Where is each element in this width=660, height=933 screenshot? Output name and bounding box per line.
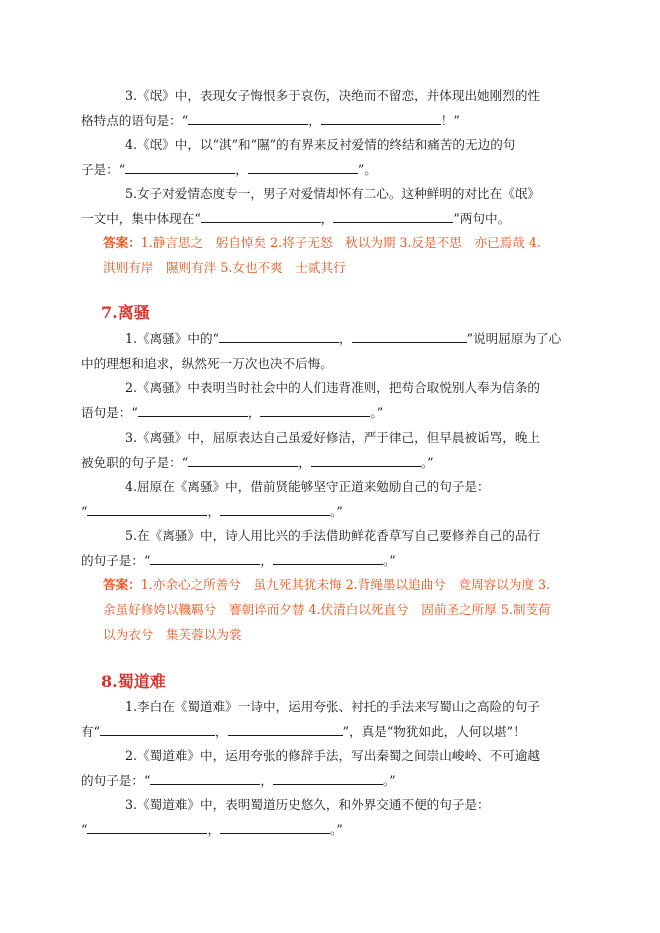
question-text: ， bbox=[215, 724, 228, 739]
question-text: ， bbox=[320, 211, 334, 226]
answer-text: 余虽好修姱以鞿羁兮 謇朝谇而夕替 4.伏清白以死直兮 固前圣之所厚 5.制芰荷 bbox=[103, 602, 551, 617]
question-text: ， bbox=[207, 504, 221, 519]
answer-block-lisao bbox=[103, 572, 565, 647]
fill-blank[interactable] bbox=[273, 770, 383, 785]
fill-blank[interactable] bbox=[201, 208, 321, 223]
question-text: 格特点的语句是：“ bbox=[81, 113, 189, 128]
question-text: ！” bbox=[440, 113, 460, 128]
question-text: ， bbox=[247, 405, 261, 420]
question-text: ”说明屈原为了心 bbox=[466, 331, 562, 346]
question-text: ， bbox=[298, 455, 311, 470]
question-text: 。” bbox=[370, 405, 384, 420]
question-text: 的句子是：“ bbox=[81, 773, 151, 788]
answer-text: 1.静言思之 躬自悼矣 2.将子无怒 秋以为期 3.反是不思 亦已焉哉 4. bbox=[140, 235, 541, 250]
question-text: 一文中，集中体现在“ bbox=[81, 211, 201, 226]
fill-blank[interactable] bbox=[248, 159, 358, 174]
fill-blank[interactable] bbox=[311, 452, 421, 467]
question-text: 被免职的句子是：“ bbox=[81, 455, 189, 470]
question-text: 2.《蜀道难》中，运用夸张的修辞手法，写出秦蜀之间崇山峻岭、不可逾越 bbox=[125, 748, 541, 763]
question-lisao-4 bbox=[81, 474, 563, 524]
question-text: 1.《离骚》中的“ bbox=[125, 331, 220, 346]
fill-blank[interactable] bbox=[188, 110, 308, 125]
question-text: 4.屈原在《离骚》中，借前贤能够坚守正道来勉励自己的句子是： bbox=[125, 479, 490, 494]
question-text: ”，真是“物犹如此，人何以堪”！ bbox=[342, 724, 526, 739]
question-text: ， bbox=[207, 822, 221, 837]
fill-blank[interactable] bbox=[333, 208, 453, 223]
question-text: 中的理想和追求，纵然死一万次也决不后悔。 bbox=[81, 356, 333, 371]
question-text: 3.《蜀道难》中，表明蜀道历史悠久，和外界交通不便的句子是： bbox=[125, 797, 490, 812]
answer-block-shi bbox=[103, 230, 565, 280]
question-text: 。” bbox=[330, 822, 343, 837]
question-lisao-3 bbox=[81, 425, 563, 475]
fill-blank[interactable] bbox=[125, 159, 235, 174]
answer-text: 淇则有岸 隰则有泮 5.女也不爽 士贰其行 bbox=[103, 260, 346, 275]
question-lisao-1 bbox=[81, 326, 563, 376]
fill-blank[interactable] bbox=[220, 819, 330, 834]
fill-blank[interactable] bbox=[260, 402, 370, 417]
answer-label: 答案： bbox=[103, 577, 141, 592]
fill-blank[interactable] bbox=[228, 721, 343, 736]
question-text: 的句子是：“ bbox=[81, 553, 151, 568]
question-text: 4.《氓》中，以“淇”和“隰”的有界来反衬爱情的终结和痛苦的无边的句 bbox=[125, 137, 516, 152]
question-shudaonan-3 bbox=[81, 792, 563, 842]
section-heading-shudaonan: 8.蜀道难 bbox=[101, 672, 166, 691]
fill-blank[interactable] bbox=[220, 501, 330, 516]
fill-blank[interactable] bbox=[321, 110, 441, 125]
answer-label: 答案： bbox=[103, 235, 141, 250]
question-text: ， bbox=[308, 113, 321, 128]
question-text: 2.《离骚》中表明当时社会中的人们违背准则，把苟合取悦别人奉为信条的 bbox=[125, 380, 541, 395]
question-text: 子是：“ bbox=[81, 162, 126, 177]
fill-blank[interactable] bbox=[87, 819, 207, 834]
fill-blank[interactable] bbox=[188, 452, 298, 467]
question-text: ， bbox=[235, 162, 248, 177]
fill-blank[interactable] bbox=[138, 402, 248, 417]
question-text: 语句是：“ bbox=[81, 405, 138, 420]
question-shi-4 bbox=[81, 132, 563, 182]
question-text: 。” bbox=[330, 504, 343, 519]
question-shi-3 bbox=[81, 83, 563, 133]
fill-blank[interactable] bbox=[100, 721, 215, 736]
question-text: ， bbox=[260, 773, 274, 788]
question-text: ， bbox=[260, 553, 274, 568]
question-text: 3.《离骚》中，屈原表达自己虽爱好修洁，严于律己，但早晨被诟骂，晚上 bbox=[125, 430, 541, 445]
answer-text: 以为衣兮 集芙蓉以为裳 bbox=[103, 627, 242, 642]
question-shudaonan-2 bbox=[81, 743, 563, 793]
fill-blank[interactable] bbox=[219, 328, 339, 343]
question-text: ， bbox=[339, 331, 352, 346]
question-text: 。” bbox=[383, 773, 396, 788]
fill-blank[interactable] bbox=[150, 550, 260, 565]
question-text: 。” bbox=[383, 553, 396, 568]
fill-blank[interactable] bbox=[352, 328, 467, 343]
question-text: ”两句中。 bbox=[453, 211, 511, 226]
question-shi-5 bbox=[81, 181, 563, 231]
question-shudaonan-1 bbox=[81, 694, 563, 744]
question-lisao-2 bbox=[81, 375, 563, 425]
section-heading-lisao: 7.离骚 bbox=[101, 303, 150, 322]
question-text: “ bbox=[81, 504, 88, 519]
question-text: 5.女子对爱情态度专一，男子对爱情却怀有二心。这种鲜明的对比在《氓》 bbox=[125, 186, 541, 201]
question-text: “ bbox=[81, 822, 88, 837]
question-text: 3.《氓》中，表现女子悔恨多于哀伤，决绝而不留恋，并体现出她刚烈的性 bbox=[125, 88, 541, 103]
question-text: 5.在《离骚》中，诗人用比兴的手法借助鲜花香草写自己要修养自己的品行 bbox=[125, 528, 541, 543]
answer-text: 1.亦余心之所善兮 虽九死其犹未悔 2.背绳墨以追曲兮 竞周容以为度 3. bbox=[140, 577, 551, 592]
question-text: 有“ bbox=[81, 724, 101, 739]
question-text: 。” bbox=[420, 455, 434, 470]
question-text: 1.李白在《蜀道难》一诗中，运用夸张、衬托的手法来写蜀山之高险的句子 bbox=[125, 699, 541, 714]
fill-blank[interactable] bbox=[150, 770, 260, 785]
question-text: ”。 bbox=[357, 162, 377, 177]
fill-blank[interactable] bbox=[273, 550, 383, 565]
fill-blank[interactable] bbox=[87, 501, 207, 516]
question-lisao-5 bbox=[81, 523, 563, 573]
